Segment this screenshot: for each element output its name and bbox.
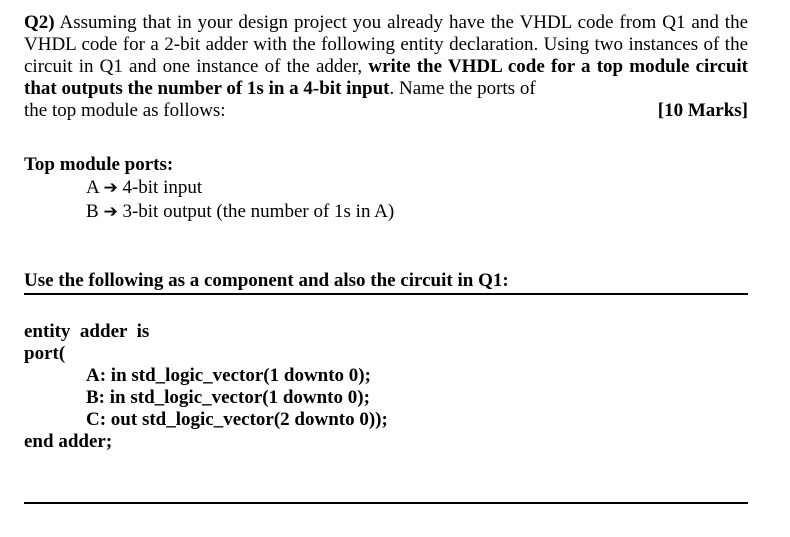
code-line: entity adder is (24, 321, 150, 342)
code-line: A: in std_logic_vector(1 downto 0); (86, 365, 371, 386)
bottom-divider (24, 502, 748, 504)
document-page (24, 12, 748, 453)
marks-line (24, 100, 748, 122)
question-text-part1: Assuming that in your design project you already have the VHDL code from Q1 and the VHDL code for a 2-bit adder with the following entity declaration. Using two instances of the circuit in Q1 and one instance of the adder, (24, 12, 748, 77)
ports-title: Top module ports: (24, 154, 174, 175)
right-arrow-icon: ➔ (103, 178, 118, 198)
question-last-line: the top module as follows: (24, 100, 226, 121)
code-line: end adder; (24, 431, 113, 452)
marks-label: [10 Marks] (657, 100, 748, 121)
port-line-a (24, 176, 748, 200)
port-name: B (86, 201, 99, 222)
component-heading: Use the following as a component and also the circuit in Q1: (24, 270, 748, 295)
question-text-part2: . Name the ports of (389, 78, 536, 99)
port-line-b (24, 200, 748, 224)
code-line: C: out std_logic_vector(2 downto 0)); (86, 409, 388, 430)
question-paragraph (24, 12, 748, 100)
port-description: 3-bit output (the number of 1s in A) (122, 201, 395, 222)
vhdl-code-block (24, 321, 748, 453)
question-number: Q2) (24, 12, 55, 33)
code-line: port( (24, 343, 66, 364)
question-text-bold: write the VHDL code for a top module circuit that outputs the number of 1s in a 4-bit input (24, 56, 748, 99)
right-arrow-icon: ➔ (103, 202, 118, 222)
port-description: 4-bit input (122, 177, 203, 198)
port-name: A (86, 177, 99, 198)
code-line: B: in std_logic_vector(1 downto 0); (86, 387, 370, 408)
